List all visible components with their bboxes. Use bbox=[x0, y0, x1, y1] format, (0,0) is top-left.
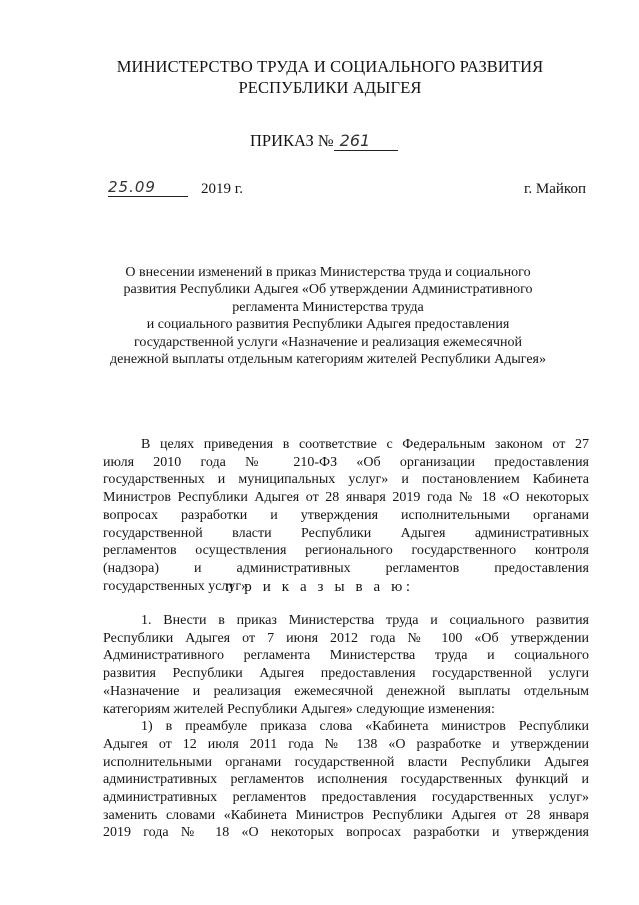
preamble-line: (надзора) и административных регламентов предоставления bbox=[103, 560, 589, 576]
order-number-handwritten: 261 bbox=[334, 132, 398, 151]
order-subject bbox=[78, 264, 578, 368]
subject-line: и социального развития Республики Адыгея предоставления bbox=[146, 317, 510, 333]
order-label: ПРИКАЗ № bbox=[250, 131, 334, 150]
preamble-line: государственных услуг» bbox=[103, 578, 249, 594]
order-items bbox=[103, 612, 589, 842]
order-date-handwritten: 25.09 bbox=[108, 178, 188, 197]
ministry-name-line-1: МИНИСТЕРСТВО ТРУДА И СОЦИАЛЬНОГО РАЗВИТИЯ bbox=[116, 57, 544, 76]
ministry-name-line-2: РЕСПУБЛИКИ АДЫГЕЯ bbox=[238, 78, 422, 97]
item-line: категориям жителей Республики Адыгея» следующие изменения: bbox=[103, 701, 495, 717]
subject-line: денежной выплаты отдельным категориям жителей Республики Адыгея» bbox=[109, 352, 547, 368]
order-title bbox=[250, 131, 450, 151]
prikazyvayu-heading: п р и к а з ы в а ю: bbox=[225, 579, 414, 595]
item-line: развития Республики Адыгея предоставления государственной услуги bbox=[103, 666, 589, 682]
item-line: «Назначение и реализация ежемесячной денежной выплаты отдельным bbox=[103, 683, 589, 699]
order-city: г. Майкоп bbox=[523, 181, 586, 197]
order-year: 2019 г. bbox=[201, 181, 243, 197]
item-line: Административного регламента Министерства труда и социального bbox=[103, 648, 589, 664]
item-line: Адыгея от 12 июля 2011 года № 138 «О разработке и утверждении bbox=[103, 736, 589, 752]
preamble-line: государственной власти Республики Адыгея административных bbox=[103, 525, 589, 541]
ministry-header bbox=[60, 56, 600, 98]
preamble-paragraph bbox=[103, 436, 589, 595]
item-line: 2019 года № 18 «О некоторых вопросах разработки и утверждения bbox=[103, 825, 589, 841]
preamble-line: июля 2010 года № 210-ФЗ «Об организации предоставления bbox=[103, 454, 589, 470]
item-line: административных регламентов исполнения государственных функций и bbox=[103, 772, 589, 788]
item-line: заменить словами «Кабинета Министров Республики Адыгея от 28 января bbox=[103, 807, 589, 823]
subject-line: государственной услуги «Назначение и реализация ежемесячной bbox=[133, 334, 523, 350]
item-line: Республики Адыгея от 7 июня 2012 года № 100 «Об утверждении bbox=[103, 630, 589, 646]
item-line: 1) в преамбуле приказа слова «Кабинета министров Республики bbox=[141, 719, 589, 735]
subject-line: регламента Министерства труда bbox=[232, 299, 424, 315]
subject-line: О внесении изменений в приказ Министерства труда и социального bbox=[125, 265, 531, 280]
preamble-line: вопросах разработки и утверждения исполнительными органами bbox=[103, 507, 589, 523]
preamble-line: регламентов осуществления регионального государственного контроля bbox=[103, 543, 589, 559]
preamble-line: Министров Республики Адыгея от 28 января 2019 года № 18 «О некоторых bbox=[103, 490, 589, 506]
item-line: 1. Внести в приказ Министерства труда и социального развития bbox=[141, 613, 589, 628]
item-line: административных регламентов предоставления государственных услуг» bbox=[103, 790, 589, 806]
preamble-line: В целях приведения в соответствие с Федеральным законом от 27 bbox=[141, 437, 589, 452]
preamble-line: государственных и муниципальных услуг» и постановлением Кабинета bbox=[103, 472, 589, 488]
item-line: исполнительными органами государственной власти Республики Адыгея bbox=[103, 754, 589, 770]
subject-line: развития Республики Адыгея «Об утверждении Административного bbox=[123, 282, 533, 298]
